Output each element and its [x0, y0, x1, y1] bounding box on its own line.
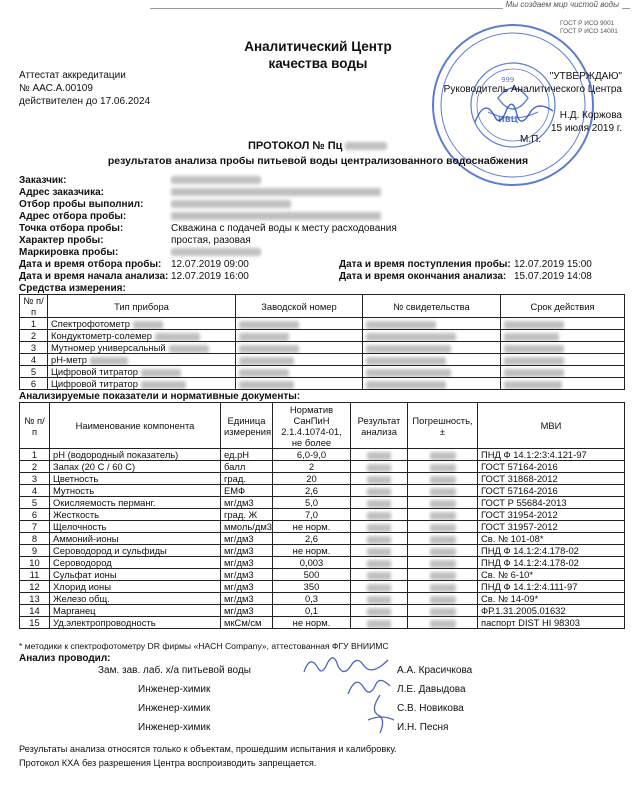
error-redacted [430, 464, 456, 472]
component-norm: 2 [273, 461, 351, 473]
instrument-type: pH-метр [51, 354, 87, 365]
component-norm: 350 [273, 581, 351, 593]
component-name: Уд.электропроводность [50, 617, 221, 629]
result-redacted [367, 488, 391, 496]
analysis-number: 12 [20, 581, 50, 593]
result-redacted [367, 548, 391, 556]
component-name: Мутность [50, 485, 221, 497]
instrument-validity-redacted [504, 333, 559, 341]
approval-title: "УТВЕРЖДАЮ" [549, 71, 622, 82]
result-cell [351, 509, 408, 521]
instrument-type-cell [48, 354, 236, 366]
tagline: Мы создаем мир чистой воды [503, 0, 622, 9]
error-redacted [430, 572, 456, 580]
approval-name: Н.Д. Коржова [559, 110, 622, 121]
protocol-number-redacted [345, 142, 387, 150]
instrument-number: 2 [20, 330, 48, 342]
analysis-number: 15 [20, 617, 50, 629]
component-method: ГОСТ 31868-2012 [478, 473, 625, 485]
result-redacted [367, 608, 391, 616]
component-name: Окисляемость перманг. [50, 497, 221, 509]
instrument-row [20, 342, 625, 354]
error-redacted [430, 524, 456, 532]
instrument-certificate-cell [363, 342, 501, 354]
instrument-number: 1 [20, 318, 48, 330]
analysis-row [20, 533, 625, 545]
component-norm: 2,6 [273, 533, 351, 545]
instrument-validity-redacted [504, 381, 562, 389]
signatory-role-4: Инженер-химик [138, 722, 211, 733]
error-cell [408, 569, 478, 581]
start-end-row: Дата и время начала анализа: 12.07.2019 16:00 Дата и время окончания анализа: 15.07.2019 14:08 [19, 271, 592, 282]
sample-point-row: Точка отбора пробы: Скважина с подачей воды к месту расходования [19, 223, 397, 234]
accreditation-block [19, 69, 150, 108]
component-norm: 7,0 [273, 509, 351, 521]
component-unit: мг/дм3 [221, 581, 273, 593]
component-norm: 6,0-9,0 [273, 449, 351, 461]
component-method: ПНД Ф 14.1:2:4.178-02 [478, 557, 625, 569]
result-cell [351, 485, 408, 497]
analysis-col-error: Погрешность, ± [408, 403, 478, 449]
component-method: Св. № 101-08* [478, 533, 625, 545]
error-cell [408, 581, 478, 593]
error-redacted [430, 620, 456, 628]
component-unit: балл [221, 461, 273, 473]
sampling-arrival-row: Дата и время отбора пробы: 12.07.2019 09:00 Дата и время поступления пробы: 12.07.2019 15:00 [19, 259, 592, 270]
result-redacted [367, 500, 391, 508]
svg-text:ИВЦ: ИВЦ [498, 115, 519, 124]
component-name: Цветность [50, 473, 221, 485]
analysis-number: 5 [20, 497, 50, 509]
instrument-model-redacted [141, 369, 181, 377]
component-norm: не норм. [273, 521, 351, 533]
instrument-type: Спектрофотометр [51, 318, 130, 329]
arrival-datetime: 12.07.2019 15:00 [514, 259, 592, 270]
signatory-name-2: Л.Е. Давыдова [397, 684, 466, 695]
component-method: ГОСТ 31954-2012 [478, 509, 625, 521]
instrument-serial-cell [236, 366, 363, 378]
gost-line-2: ГОСТ Р ИСО 14001 [560, 28, 618, 35]
instrument-model-redacted [169, 345, 209, 353]
analysis-row [20, 473, 625, 485]
analysis-footnote: * методики к спектрофотометру DR фирмы «HACH Company», аттестованная ФГУ ВНИИМС [19, 641, 389, 651]
analysis-col-result: Результат анализа [351, 403, 408, 449]
result-redacted [367, 536, 391, 544]
error-cell [408, 533, 478, 545]
instrument-certificate-cell [363, 378, 501, 390]
result-cell [351, 593, 408, 605]
instrument-certificate-redacted [366, 321, 436, 329]
instrument-type-cell [48, 378, 236, 390]
instrument-serial-cell [236, 354, 363, 366]
error-redacted [430, 536, 456, 544]
component-unit: мг/дм3 [221, 497, 273, 509]
result-redacted [367, 524, 391, 532]
analysis-row [20, 569, 625, 581]
instruments-col-type: Тип прибора [48, 295, 236, 318]
footer-line-1: Результаты анализа относятся только к объектам, прошедшим испытания и калибровку. [19, 744, 397, 754]
analysis-col-component: Наименование компонента [50, 403, 221, 449]
instrument-certificate-cell [363, 354, 501, 366]
error-redacted [430, 488, 456, 496]
sample-character-value: простая, разовая [171, 235, 251, 246]
instrument-type-cell [48, 318, 236, 330]
result-cell [351, 533, 408, 545]
customer-row: Заказчик: [19, 175, 624, 187]
instrument-serial-redacted [239, 369, 289, 377]
result-cell [351, 557, 408, 569]
sample-info [19, 175, 624, 283]
component-norm: 0,3 [273, 593, 351, 605]
component-name: Марганец [50, 605, 221, 617]
component-unit: мг/дм3 [221, 605, 273, 617]
instrument-type: Цифровой титратор [51, 378, 138, 389]
result-cell [351, 497, 408, 509]
instrument-row [20, 318, 625, 330]
analysis-col-unit: Единица измерения [221, 403, 273, 449]
result-redacted [367, 572, 391, 580]
error-cell [408, 605, 478, 617]
instrument-type-cell [48, 342, 236, 354]
sampler-redacted [171, 200, 291, 208]
component-method: ПНД Ф 14.1:2:3:4.121-97 [478, 449, 625, 461]
instruments-heading: Средства измерения: [19, 283, 126, 294]
signatory-name-1: А.А. Красичкова [397, 665, 473, 676]
analysis-row [20, 581, 625, 593]
component-norm: не норм. [273, 545, 351, 557]
sampler-row: Отбор пробы выполнил: [19, 199, 624, 211]
error-cell [408, 497, 478, 509]
start-datetime: 12.07.2019 16:00 [171, 271, 249, 282]
analysis-row [20, 461, 625, 473]
error-cell [408, 509, 478, 521]
analysis-number: 3 [20, 473, 50, 485]
approval-date: 15 июля 2019 г. [550, 123, 622, 134]
accreditation-line-1: Аттестат аккредитации [19, 70, 126, 81]
component-name: Щелочность [50, 521, 221, 533]
customer-redacted [171, 176, 261, 184]
instrument-number: 6 [20, 378, 48, 390]
result-redacted [367, 596, 391, 604]
instrument-serial-cell [236, 330, 363, 342]
instrument-type-cell [48, 366, 236, 378]
accreditation-validity: действителен до 17.06.2024 [19, 96, 151, 107]
instrument-certificate-redacted [366, 345, 451, 353]
instrument-validity-cell [501, 354, 625, 366]
sample-character-row: Характер пробы: простая, разовая [19, 235, 251, 246]
instrument-validity-cell [501, 330, 625, 342]
component-method: ПНД Ф 14.1:2:4.178-02 [478, 545, 625, 557]
component-unit: мг/дм3 [221, 569, 273, 581]
analysis-table [19, 402, 625, 629]
component-name: Жесткость [50, 509, 221, 521]
component-unit: ЕМФ [221, 485, 273, 497]
protocol-title [248, 140, 387, 152]
sample-marking-row: Маркировка пробы: [19, 247, 624, 259]
result-redacted [367, 476, 391, 484]
component-name: Аммоний-ионы [50, 533, 221, 545]
result-redacted [367, 584, 391, 592]
result-redacted [367, 620, 391, 628]
component-unit: мг/дм3 [221, 533, 273, 545]
center-title-line-1: Аналитический Центр [244, 39, 392, 54]
result-cell [351, 581, 408, 593]
error-redacted [430, 560, 456, 568]
error-cell [408, 545, 478, 557]
result-redacted [367, 560, 391, 568]
instrument-certificate-cell [363, 318, 501, 330]
error-redacted [430, 596, 456, 604]
result-cell [351, 461, 408, 473]
result-cell [351, 521, 408, 533]
analysis-row [20, 485, 625, 497]
component-norm: не норм. [273, 617, 351, 629]
gost-line-1: ГОСТ Р ИСО 9001 [560, 20, 615, 27]
error-redacted [430, 548, 456, 556]
component-norm: 500 [273, 569, 351, 581]
analysis-number: 4 [20, 485, 50, 497]
component-unit: мг/дм3 [221, 545, 273, 557]
instrument-certificate-cell [363, 366, 501, 378]
instrument-model-redacted [133, 321, 163, 329]
accreditation-number: № ААС.А.00109 [19, 83, 93, 94]
analysis-number: 11 [20, 569, 50, 581]
component-name: Запах (20 С / 60 С) [50, 461, 221, 473]
analysis-number: 6 [20, 509, 50, 521]
component-norm: 5,0 [273, 497, 351, 509]
instrument-serial-cell [236, 378, 363, 390]
instrument-row [20, 378, 625, 390]
instruments-col-n: № п/п [20, 295, 48, 318]
analysis-number: 13 [20, 593, 50, 605]
analysis-row [20, 593, 625, 605]
instrument-validity-cell [501, 342, 625, 354]
analysis-col-method: МВИ [478, 403, 625, 449]
instrument-certificate-redacted [366, 357, 446, 365]
footer-line-2: Протокол КХА без разрешения Центра воспроизводить запрещается. [19, 758, 317, 768]
signature-3-icon [360, 692, 400, 737]
end-datetime: 15.07.2019 14:08 [514, 271, 592, 282]
analysis-row [20, 605, 625, 617]
instrument-certificate-redacted [366, 381, 446, 389]
signatures-heading: Анализ проводил: [19, 653, 111, 664]
instruments-col-validity: Срок действия [501, 295, 625, 318]
error-cell [408, 617, 478, 629]
component-name: Сульфат ионы [50, 569, 221, 581]
instruments-header-row [20, 295, 625, 318]
instrument-validity-cell [501, 378, 625, 390]
signatory-role-2: Инженер-химик [138, 684, 211, 695]
analysis-col-norm: Норматив СанПиН 2.1.4.1074-01, не более [273, 403, 351, 449]
component-unit: мкСм/см [221, 617, 273, 629]
component-norm: 0,1 [273, 605, 351, 617]
instrument-row [20, 366, 625, 378]
analysis-row [20, 449, 625, 461]
error-cell [408, 593, 478, 605]
result-cell [351, 545, 408, 557]
component-unit: мг/дм3 [221, 557, 273, 569]
component-name: Сероводород [50, 557, 221, 569]
instruments-col-certificate: № свидетельства [363, 295, 501, 318]
instrument-type: Мутномер универсальный [51, 342, 166, 353]
component-method: паспорт DIST HI 98303 [478, 617, 625, 629]
instrument-serial-redacted [239, 381, 294, 389]
error-cell [408, 461, 478, 473]
instrument-validity-redacted [504, 369, 564, 377]
protocol-subtitle: результатов анализа пробы питьевой воды централизованного водоснабжения [107, 155, 529, 167]
component-name: Железо общ. [50, 593, 221, 605]
component-method: ПНД Ф 14.1:2:4.111-97 [478, 581, 625, 593]
signatory-role-1: Зам. зав. лаб. х/а питьевой воды [98, 665, 251, 676]
svg-text:999: 999 [501, 76, 515, 84]
instrument-type-cell [48, 330, 236, 342]
component-norm: 0,003 [273, 557, 351, 569]
instrument-number: 5 [20, 366, 48, 378]
analysis-number: 8 [20, 533, 50, 545]
error-redacted [430, 452, 456, 460]
analysis-header-row [20, 403, 625, 449]
error-redacted [430, 608, 456, 616]
analysis-number: 2 [20, 461, 50, 473]
error-cell [408, 521, 478, 533]
analysis-number: 1 [20, 449, 50, 461]
instrument-validity-cell [501, 366, 625, 378]
instrument-validity-redacted [504, 357, 564, 365]
customer-address-redacted [171, 188, 381, 196]
instrument-validity-redacted [504, 345, 564, 353]
component-unit: мг/дм3 [221, 593, 273, 605]
instrument-model-redacted [90, 357, 128, 365]
sample-address-row: Адрес отбора пробы: [19, 211, 624, 223]
sample-marking-redacted [171, 248, 261, 256]
analysis-heading: Анализируемые показатели и нормативные документы: [19, 391, 301, 402]
component-norm: 20 [273, 473, 351, 485]
analysis-row [20, 509, 625, 521]
result-cell [351, 449, 408, 461]
error-redacted [430, 500, 456, 508]
instrument-certificate-cell [363, 330, 501, 342]
error-cell [408, 449, 478, 461]
component-unit: ммоль/дм3 [221, 521, 273, 533]
analysis-number: 9 [20, 545, 50, 557]
result-redacted [367, 452, 391, 460]
error-redacted [430, 512, 456, 520]
error-cell [408, 473, 478, 485]
instrument-serial-redacted [239, 357, 294, 365]
signatory-name-3: С.В. Новикова [397, 703, 464, 714]
error-cell [408, 557, 478, 569]
instrument-serial-cell [236, 318, 363, 330]
center-title-line-2: качества воды [268, 56, 368, 71]
component-name: pH (водородный показатель) [50, 449, 221, 461]
component-method: ГОСТ 57164-2016 [478, 461, 625, 473]
instrument-number: 3 [20, 342, 48, 354]
analysis-row [20, 545, 625, 557]
component-method: ГОСТ 31957-2012 [478, 521, 625, 533]
approval-role: Руководитель Аналитического Центра [443, 84, 622, 95]
signatory-role-3: Инженер-химик [138, 703, 211, 714]
sample-address-redacted [171, 212, 381, 220]
protocol-title-text: ПРОТОКОЛ № Пц [248, 140, 343, 152]
analysis-row [20, 617, 625, 629]
instrument-serial-redacted [239, 345, 299, 353]
result-cell [351, 605, 408, 617]
signatory-name-4: И.Н. Песня [397, 722, 449, 733]
component-method: ГОСТ Р 55684-2013 [478, 497, 625, 509]
instrument-row [20, 354, 625, 366]
component-method: Св. № 14-09* [478, 593, 625, 605]
instrument-type: Кондуктометр-солемер [51, 330, 152, 341]
instrument-serial-redacted [239, 321, 299, 329]
component-name: Сероводород и сульфиды [50, 545, 221, 557]
instrument-type: Цифровой титратор [51, 366, 138, 377]
analysis-number: 10 [20, 557, 50, 569]
result-cell [351, 569, 408, 581]
sampling-datetime: 12.07.2019 09:00 [171, 259, 249, 270]
customer-address-row: Адрес заказчика: [19, 187, 624, 199]
component-method: ГОСТ 57164-2016 [478, 485, 625, 497]
analysis-number: 7 [20, 521, 50, 533]
instrument-number: 4 [20, 354, 48, 366]
analysis-col-n: № п/п [20, 403, 50, 449]
component-method: ФР.1.31.2005.01632 [478, 605, 625, 617]
instrument-certificate-redacted [366, 369, 451, 377]
analysis-row [20, 557, 625, 569]
instrument-serial-redacted [239, 333, 289, 341]
component-unit: ед.pH [221, 449, 273, 461]
component-unit: град. [221, 473, 273, 485]
instrument-validity-redacted [504, 321, 564, 329]
instruments-col-serial: Заводской номер [236, 295, 363, 318]
error-cell [408, 485, 478, 497]
instrument-model-redacted [155, 333, 200, 341]
approval-signature-icon [470, 92, 560, 132]
error-redacted [430, 476, 456, 484]
instrument-row [20, 330, 625, 342]
instrument-certificate-redacted [366, 333, 456, 341]
result-redacted [367, 464, 391, 472]
result-redacted [367, 512, 391, 520]
component-norm: 2,6 [273, 485, 351, 497]
approval-mp: М.П. [520, 134, 542, 145]
component-method: Св. № 6-10* [478, 569, 625, 581]
component-name: Хлорид ионы [50, 581, 221, 593]
analysis-row [20, 497, 625, 509]
error-redacted [430, 584, 456, 592]
result-cell [351, 473, 408, 485]
instruments-table [19, 294, 625, 390]
result-cell [351, 617, 408, 629]
instrument-serial-cell [236, 342, 363, 354]
instrument-validity-cell [501, 318, 625, 330]
instrument-model-redacted [141, 381, 186, 389]
analysis-number: 14 [20, 605, 50, 617]
sample-point-value: Скважина с подачей воды к месту расходования [171, 223, 397, 234]
analysis-row [20, 521, 625, 533]
component-unit: град. Ж [221, 509, 273, 521]
